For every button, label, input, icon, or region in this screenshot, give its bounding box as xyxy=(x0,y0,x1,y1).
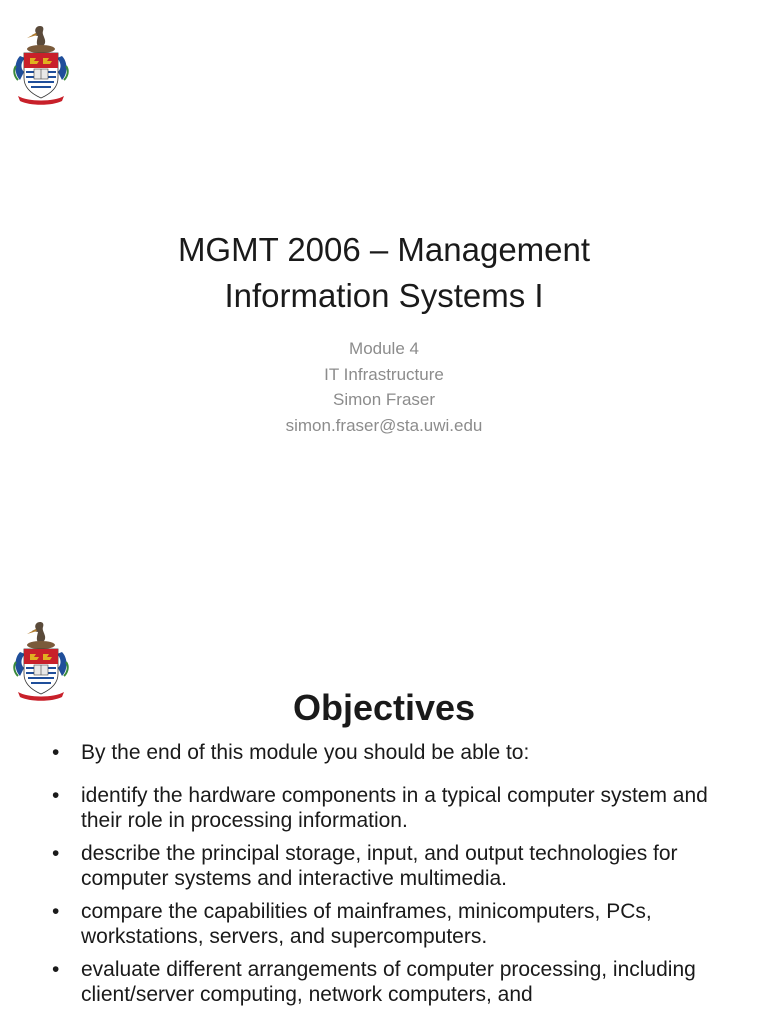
university-crest-icon xyxy=(10,22,72,106)
author-name: Simon Fraser xyxy=(332,390,436,409)
objectives-list xyxy=(52,740,752,1015)
bullet-icon: • xyxy=(52,900,60,923)
module-number: Module 4 xyxy=(349,339,419,358)
bullet-text: compare the capabilities of mainframes, minicomputers, PCs, workstations, servers, and supercomputers. xyxy=(81,900,652,948)
bullet-text: By the end of this module you should be able to: xyxy=(81,741,530,764)
slide-subtitle xyxy=(0,336,768,438)
bullet-text: identify the hardware components in a typical computer system and their role in processing information. xyxy=(81,784,708,832)
slide-title xyxy=(0,227,768,319)
list-item xyxy=(52,740,752,765)
slide-title: Objectives xyxy=(292,686,476,728)
list-item xyxy=(52,783,752,833)
bullet-icon: • xyxy=(52,958,60,981)
objectives-slide xyxy=(0,600,768,1024)
title-line-2: Information Systems I xyxy=(224,277,544,315)
author-email: simon.fraser@sta.uwi.edu xyxy=(285,415,483,435)
bullet-icon: • xyxy=(52,741,60,764)
list-item xyxy=(52,841,752,891)
module-topic: IT Infrastructure xyxy=(324,364,444,384)
bullet-text: describe the principal storage, input, and output technologies for computer systems and interactive multimedia. xyxy=(81,842,678,890)
list-item xyxy=(52,899,752,949)
bullet-icon: • xyxy=(52,784,60,807)
title-line-1: MGMT 2006 – Management xyxy=(177,231,591,269)
list-item xyxy=(52,957,752,1007)
bullet-text: evaluate different arrangements of computer processing, including client/server computing, network computers, and xyxy=(81,958,696,1006)
bullet-icon: • xyxy=(52,842,60,865)
